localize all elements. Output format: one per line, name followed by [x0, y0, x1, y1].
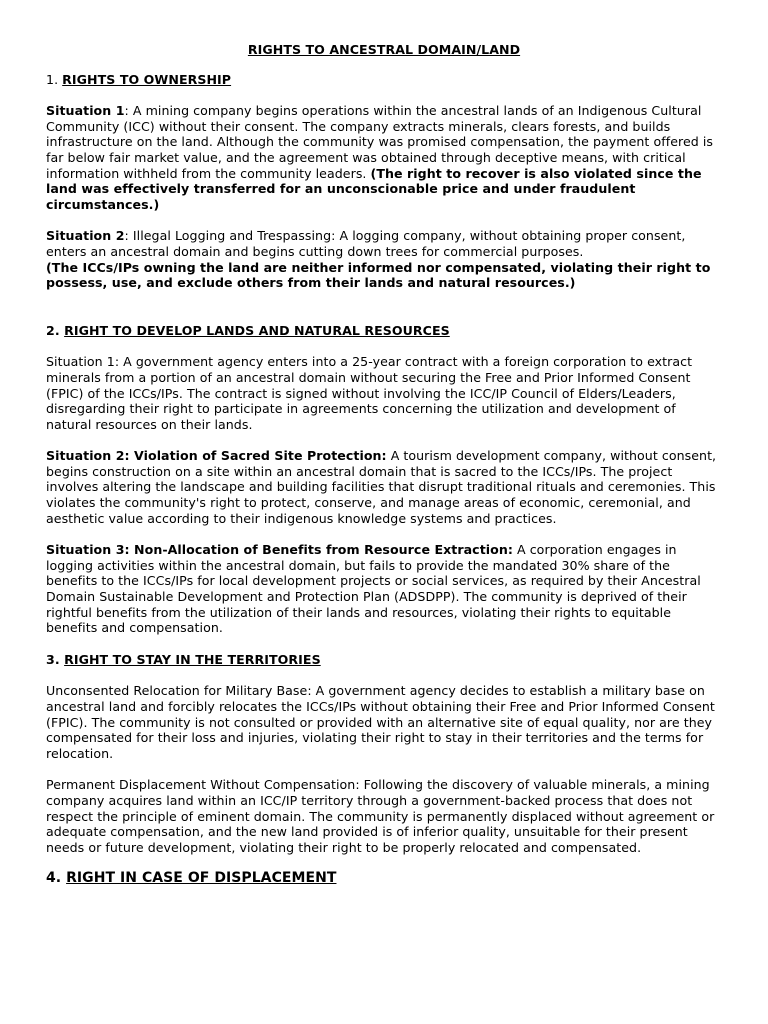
paragraph-situation-1 — [46, 103, 722, 212]
situation-lead: Situation 1 — [46, 103, 125, 119]
paragraph-situation-2 — [46, 448, 722, 526]
situation-text: : A mining company begins operations within the ancestral lands of an Indigenous Cultural Community (ICC) without their consent. The company extracts minerals, clears forests, and builds infrastructure on the land. Although the community was promised compensation, the payment offered is far below fair market value, and the agreement was obtained through deceptive means, with critical information withheld from the community leaders. — [46, 103, 714, 181]
paragraph-displacement — [46, 777, 722, 855]
section-heading-stay — [46, 652, 722, 668]
section-title: RIGHT IN CASE OF DISPLACEMENT — [66, 870, 337, 887]
section-number: 1. — [46, 71, 63, 87]
situation-text: Permanent Displacement Without Compensation: Following the discovery of valuable minerals, a mining company acquires land within an ICC/IP territory through a government-backed process that does not respect the principle of eminent domain. The community is permanently displaced without agreement or adequate compensation, and the new land provided is of inferior quality, unsuitable for their present needs or future development, violating their right to be properly relocated and compensated. — [46, 777, 715, 855]
paragraph-relocation — [46, 683, 722, 761]
section-number: 4. — [46, 870, 67, 887]
section-heading-ownership — [46, 72, 722, 88]
situation-lead: Situation 3: Non-Allocation of Benefits from Resource Extraction: — [46, 542, 513, 558]
situation-text: Situation 1: A government agency enters into a 25-year contract with a foreign corporation to extract minerals from a portion of an ancestral domain without securing the Free and Prior Informed Consent (FPIC) of the ICCs/IPs. The contract is signed without involving the ICC/IP Council of Elders/Leaders, disregarding their right to participate in agreements concerning the utilization and development of natural resources on their lands. — [46, 354, 693, 432]
document-page — [46, 42, 722, 903]
situation-text: A tourism development company, without consent, begins construction on a site within an ancestral domain that is sacred to the ICCs/IPs. The project involves altering the landscape and building facilities that disrupt traditional rituals and ceremonies. This violates the community's right to protect, conserve, and manage areas of economic, ceremonial, and aesthetic value according to their indigenous knowledge systems and practices. — [46, 448, 717, 526]
section-title: RIGHT TO STAY IN THE TERRITORIES — [64, 651, 321, 667]
paragraph-situation-3 — [46, 542, 722, 636]
section-heading-develop — [46, 323, 722, 339]
situation-emphasis: (The ICCs/IPs owning the land are neither informed nor compensated, violating their right to possess, use, and exclude others from their lands and natural resources.) — [46, 259, 711, 291]
paragraph-situation-1 — [46, 354, 722, 432]
situation-lead: Situation 2 — [46, 228, 125, 244]
situation-emphasis: (The right to recover is also violated since the land was effectively transferred for an unconscionable price and under fraudulent circumstances.) — [46, 165, 702, 212]
document-title: RIGHTS TO ANCESTRAL DOMAIN/LAND — [247, 42, 521, 57]
section-title: RIGHT TO DEVELOP LANDS AND NATURAL RESOURCES — [64, 322, 450, 338]
situation-text: Unconsented Relocation for Military Base: A government agency decides to establish a military base on ancestral land and forcibly relocates the ICCs/IPs without obtaining their Free and Prior Informed Consent (FPIC). The community is not consulted or provided with an alternative site of equal quality, nor are they compensated for their loss and injuries, violating their right to stay in their territories and the terms for relocation. — [46, 683, 715, 761]
paragraph-situation-2 — [46, 228, 722, 290]
blank-line — [46, 307, 722, 323]
section-number: 2. — [46, 322, 65, 338]
section-heading-displacement — [46, 871, 722, 887]
situation-lead: Situation 2: Violation of Sacred Site Protection: — [46, 448, 387, 464]
section-number: 3. — [46, 651, 65, 667]
situation-text: A corporation engages in logging activities within the ancestral domain, but fails to provide the mandated 30% share of the benefits to the ICCs/IPs for local development projects or social services, as required by their Ancestral Domain Sustainable Development and Protection Plan (ADSDPP). The community is deprived of their rightful benefits from the utilization of their lands and resources, violating their rights to equitable benefits and compensation. — [46, 542, 701, 636]
situation-text: : Illegal Logging and Trespassing: A logging company, without obtaining proper consent, enters an ancestral domain and begins cutting down trees for commercial purposes. — [46, 228, 686, 259]
section-title: RIGHTS TO OWNERSHIP — [62, 71, 232, 87]
